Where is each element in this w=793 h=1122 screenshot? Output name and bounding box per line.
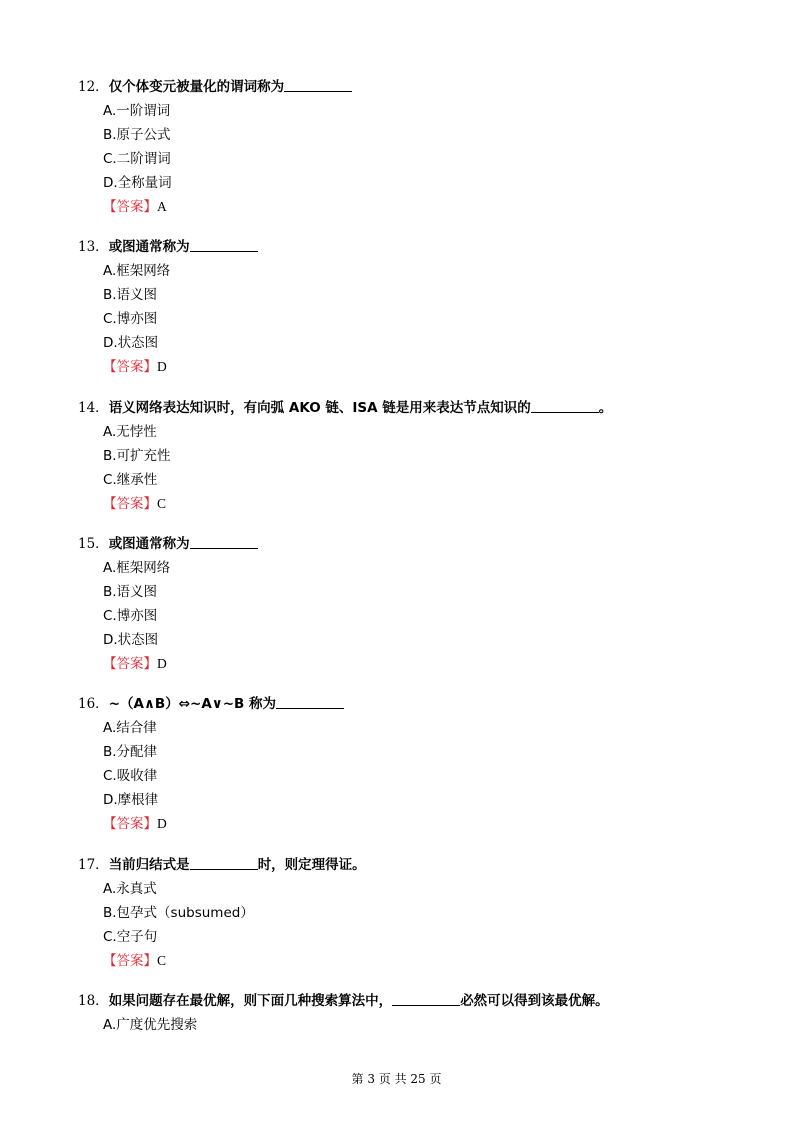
answer-blank — [190, 534, 258, 549]
question-number: 15． — [78, 536, 109, 552]
question-14 — [78, 396, 768, 516]
question-number: 18． — [78, 993, 109, 1009]
question-15 — [78, 532, 768, 676]
option-c: C.二阶谓词 — [103, 151, 171, 167]
answer-label: 【答案】 — [103, 953, 157, 969]
option-c: C.继承性 — [103, 472, 158, 488]
option-a: A.无悖性 — [103, 424, 157, 440]
answer-value: A — [157, 199, 167, 214]
option-c: C.吸收律 — [103, 768, 158, 784]
question-number: 13． — [78, 239, 109, 255]
answer-line — [78, 812, 768, 836]
question-stem — [78, 989, 768, 1013]
option-a: A.广度优先搜索 — [103, 1017, 198, 1033]
answer-blank — [392, 991, 460, 1006]
question-stem — [78, 532, 768, 556]
option-a: A.框架网络 — [103, 263, 171, 279]
question-text: 或图通常称为 — [108, 239, 190, 255]
option-c: C.博亦图 — [103, 608, 158, 624]
question-12 — [78, 75, 768, 219]
question-number: 17． — [78, 857, 109, 873]
option-d: D.摩根律 — [103, 792, 159, 808]
answer-line — [78, 195, 768, 219]
option-b: B.原子公式 — [103, 127, 171, 143]
question-stem — [78, 235, 768, 259]
question-stem — [78, 692, 768, 716]
option-b: B.分配律 — [103, 744, 158, 760]
answer-blank — [190, 855, 258, 870]
question-text: ~（A∧B）⇔~A∨~B 称为 — [108, 696, 277, 712]
question-text-after: 。 — [598, 400, 613, 416]
question-text: 仅个体变元被量化的谓词称为 — [108, 79, 285, 95]
answer-value: D — [157, 359, 167, 374]
question-16 — [78, 692, 768, 836]
answer-blank — [276, 694, 344, 709]
answer-label: 【答案】 — [103, 359, 157, 375]
answer-label: 【答案】 — [103, 496, 157, 512]
option-a: A.框架网络 — [103, 560, 171, 576]
question-18 — [78, 989, 768, 1037]
option-b: B.语义图 — [103, 287, 158, 303]
answer-line — [78, 492, 768, 516]
question-text: 或图通常称为 — [108, 536, 190, 552]
answer-blank — [531, 398, 599, 413]
question-text-after: 时，则定理得证。 — [257, 857, 366, 873]
option-a: A.一阶谓词 — [103, 103, 171, 119]
answer-value: C — [157, 496, 167, 511]
question-number: 16． — [78, 696, 109, 712]
question-stem — [78, 396, 768, 420]
question-number: 14． — [78, 400, 109, 416]
option-b: B.可扩充性 — [103, 448, 171, 464]
option-d: D.状态图 — [103, 632, 159, 648]
answer-label: 【答案】 — [103, 656, 157, 672]
question-text: 如果问题存在最优解，则下面几种搜索算法中， — [108, 993, 393, 1009]
answer-value: D — [157, 816, 167, 831]
option-d: D.状态图 — [103, 335, 159, 351]
option-b: B.语义图 — [103, 584, 158, 600]
option-b: B.包孕式（subsumed） — [103, 905, 254, 921]
page-footer: 第 3 页 共 25 页 — [351, 1072, 442, 1086]
option-c: C.博亦图 — [103, 311, 158, 327]
answer-label: 【答案】 — [103, 816, 157, 832]
option-a: A.永真式 — [103, 881, 157, 897]
question-text: 语义网络表达知识时，有向弧 AKO 链、ISA 链是用来表达节点知识的 — [108, 400, 531, 416]
question-text-after: 必然可以得到该最优解。 — [460, 993, 609, 1009]
answer-line — [78, 355, 768, 379]
question-text: 当前归结式是 — [108, 857, 190, 873]
option-d: D.全称量词 — [103, 175, 172, 191]
answer-label: 【答案】 — [103, 199, 157, 215]
answer-blank — [190, 237, 258, 252]
answer-blank — [284, 77, 352, 92]
answer-value: D — [157, 656, 167, 671]
answer-value: C — [157, 953, 167, 968]
answer-line — [78, 949, 768, 973]
answer-line — [78, 652, 768, 676]
option-c: C.空子句 — [103, 929, 158, 945]
question-stem — [78, 853, 768, 877]
question-13 — [78, 235, 768, 379]
question-stem — [78, 75, 768, 99]
option-a: A.结合律 — [103, 720, 157, 736]
question-number: 12． — [78, 79, 109, 95]
question-17 — [78, 853, 768, 973]
